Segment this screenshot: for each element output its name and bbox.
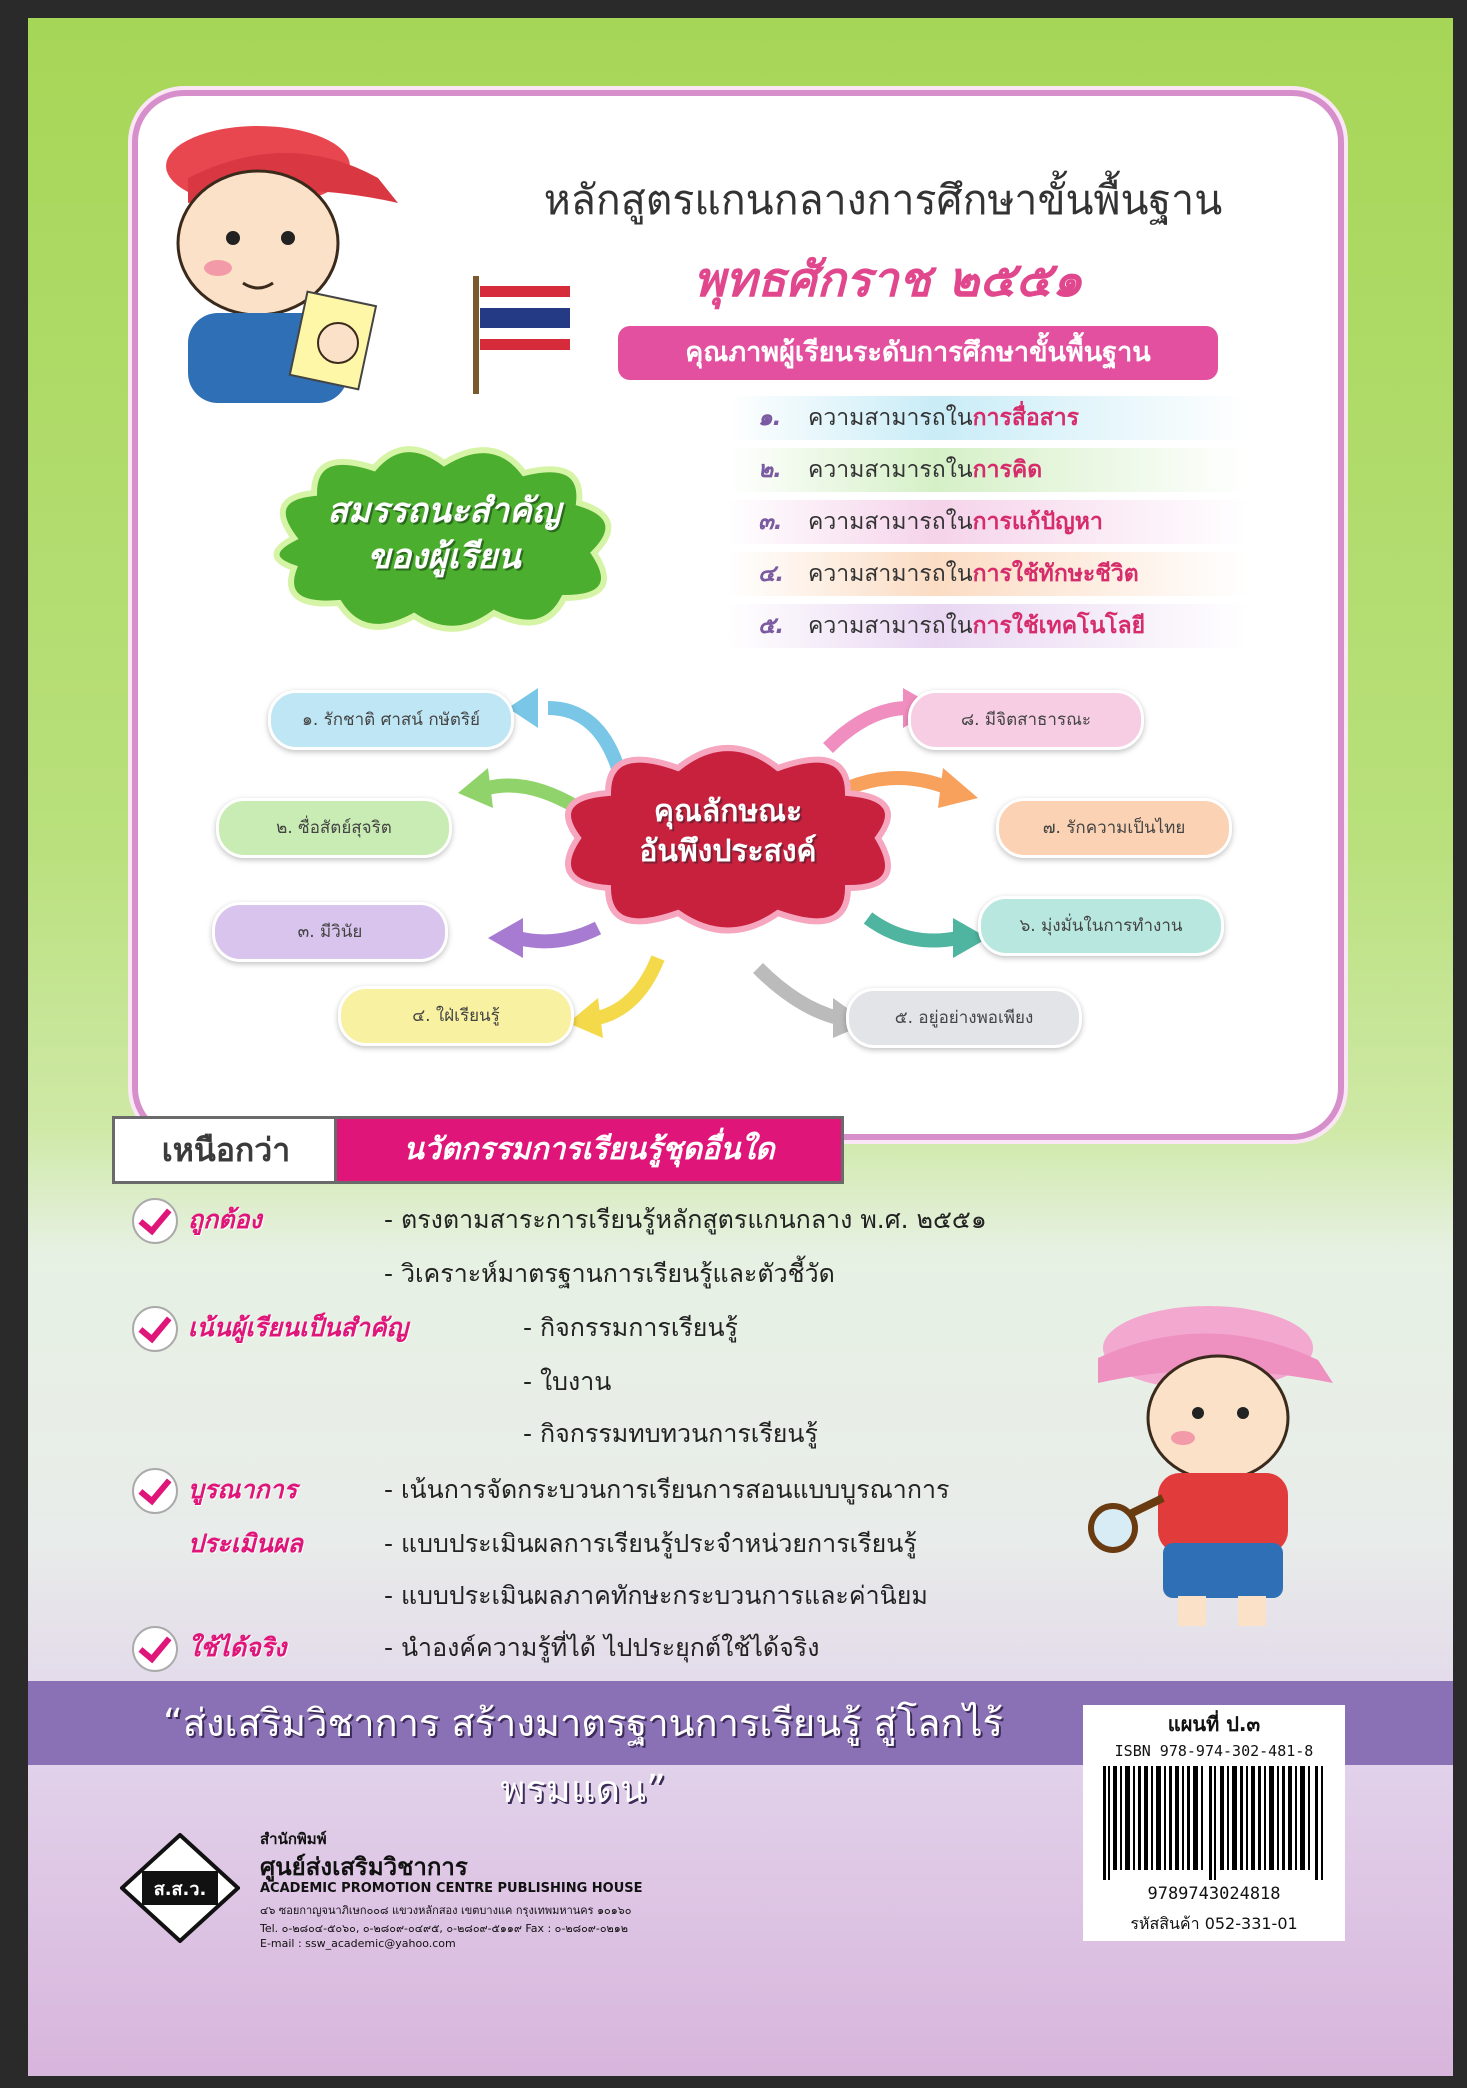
check-icon xyxy=(132,1198,178,1244)
characteristic-pill: ๗. รักความเป็นไทย xyxy=(996,798,1232,858)
characteristic-pill: ๖. มุ่งมั่นในการทำงาน xyxy=(978,896,1224,956)
ability-item: ๒. ความสามารถในการคิด xyxy=(728,448,1248,492)
feature-item: - นำองค์ความรู้ที่ได้ ไปประยุกต์ใช้ได้จริง xyxy=(384,1633,820,1662)
boy-magnifier-illustration xyxy=(1058,1298,1348,1638)
superior-label: เหนือกว่า xyxy=(112,1116,340,1184)
characteristic-pill: ๕. อยู่อย่างพอเพียง xyxy=(846,988,1082,1048)
ability-item: ๔. ความสามารถในการใช้ทักษะชีวิต xyxy=(728,552,1248,596)
publisher-logo xyxy=(120,1833,240,1943)
publisher-name-th: ศูนย์ส่งเสริมวิชาการ xyxy=(260,1853,468,1881)
characteristic-pill: ๑. รักชาติ ศาสน์ กษัตริย์ xyxy=(268,690,514,750)
feature-item: - เน้นการจัดกระบวนการเรียนการสอนแบบบูรณาการ xyxy=(384,1475,950,1504)
publisher-label: สำนักพิมพ์ xyxy=(260,1830,327,1848)
ability-item: ๓. ความสามารถในการแก้ปัญหา xyxy=(728,500,1248,544)
check-icon xyxy=(132,1468,178,1514)
characteristics-center-label: คุณลักษณะ อันพึงประสงค์ xyxy=(639,794,817,869)
competency-label: สมรรถนะสำคัญ ของผู้เรียน xyxy=(327,491,561,577)
plan-label: แผนที่ ป.๓ xyxy=(1167,1712,1261,1736)
check-icon xyxy=(132,1626,178,1672)
book-back-cover xyxy=(28,18,1453,2076)
feature-key: ประเมินผล xyxy=(188,1529,303,1558)
publisher-tel: Tel. ๐-๒๘๐๔-๕๐๖๐, ๐-๒๘๐๙-๐๔๙๕, ๐-๒๘๐๙-๕๑๑๙ Fax : ๐-๒๘๐๙-๐๒๑๒ xyxy=(260,1922,629,1935)
isbn-text: ISBN 978-974-302-481-8 xyxy=(1114,1742,1314,1760)
publisher-logo-text: ส.ส.ว. xyxy=(153,1879,207,1900)
feature-item: - กิจกรรมการเรียนรู้ xyxy=(523,1313,738,1342)
characteristic-pill: ๔. ใฝ่เรียนรู้ xyxy=(338,986,574,1046)
publisher-address: ๔๖ ซอยกาญจนาภิเษก๐๐๘ แขวงหลักสอง เขตบางแค กรุงเทพมหานคร ๑๐๑๖๐ xyxy=(260,1904,632,1917)
feature-key: ถูกต้อง xyxy=(188,1205,262,1234)
feature-key: ใช้ได้จริง xyxy=(188,1633,287,1662)
learner-quality-banner: คุณภาพผู้เรียนระดับการศึกษาขั้นพื้นฐาน xyxy=(618,326,1218,380)
feature-item: - กิจกรรมทบทวนการเรียนรู้ xyxy=(523,1419,818,1448)
product-code: รหัสสินค้า 052-331-01 xyxy=(1130,1914,1298,1933)
barcode-number: 9789743024818 xyxy=(1147,1884,1281,1904)
boy-writing-illustration xyxy=(148,108,418,408)
feature-item: - วิเคราะห์มาตรฐานการเรียนรู้และตัวชี้วัด xyxy=(384,1259,835,1288)
characteristic-pill: ๘. มีจิตสาธารณะ xyxy=(908,690,1144,750)
barcode-icon xyxy=(1103,1766,1325,1880)
slogan-text: “ส่งเสริมวิชาการ สร้างมาตรฐานการเรียนรู้ สู่โลกไร้พรมแดน” xyxy=(163,1701,1003,1811)
thai-flag-icon xyxy=(480,286,570,350)
flag-pole xyxy=(473,276,479,394)
feature-item: - ใบงาน xyxy=(523,1367,612,1396)
publisher-block xyxy=(90,1823,810,1963)
characteristic-pill: ๓. มีวินัย xyxy=(212,902,448,962)
ability-item: ๕. ความสามารถในการใช้เทคโนโลยี xyxy=(728,604,1248,648)
characteristic-pill: ๒. ซื่อสัตย์สุจริต xyxy=(216,798,452,858)
publisher-email: E-mail : ssw_academic@yahoo.com xyxy=(260,1937,456,1950)
innovation-label: นวัตกรรมการเรียนรู้ชุดอื่นใด xyxy=(334,1116,844,1184)
ability-item: ๑. ความสามารถในการสื่อสาร xyxy=(728,396,1248,440)
feature-key: บูรณาการ xyxy=(188,1475,298,1504)
feature-item: - ตรงตามสาระการเรียนรู้หลักสูตรแกนกลาง พ.ศ. ๒๕๕๑ xyxy=(384,1205,987,1234)
curriculum-title: หลักสูตรแกนกลางการศึกษาขั้นพื้นฐาน xyxy=(543,176,1223,224)
feature-item: - แบบประเมินผลภาคทักษะกระบวนการและค่านิยม xyxy=(384,1581,928,1610)
publisher-name-en: ACADEMIC PROMOTION CENTRE PUBLISHING HOUSE xyxy=(260,1881,643,1896)
feature-item: - แบบประเมินผลการเรียนรู้ประจำหน่วยการเรียนรู้ xyxy=(384,1529,917,1558)
curriculum-year: พุทธศักราช ๒๕๕๑ xyxy=(693,252,1083,308)
feature-key: เน้นผู้เรียนเป็นสำคัญ xyxy=(188,1313,408,1342)
check-icon xyxy=(132,1306,178,1352)
